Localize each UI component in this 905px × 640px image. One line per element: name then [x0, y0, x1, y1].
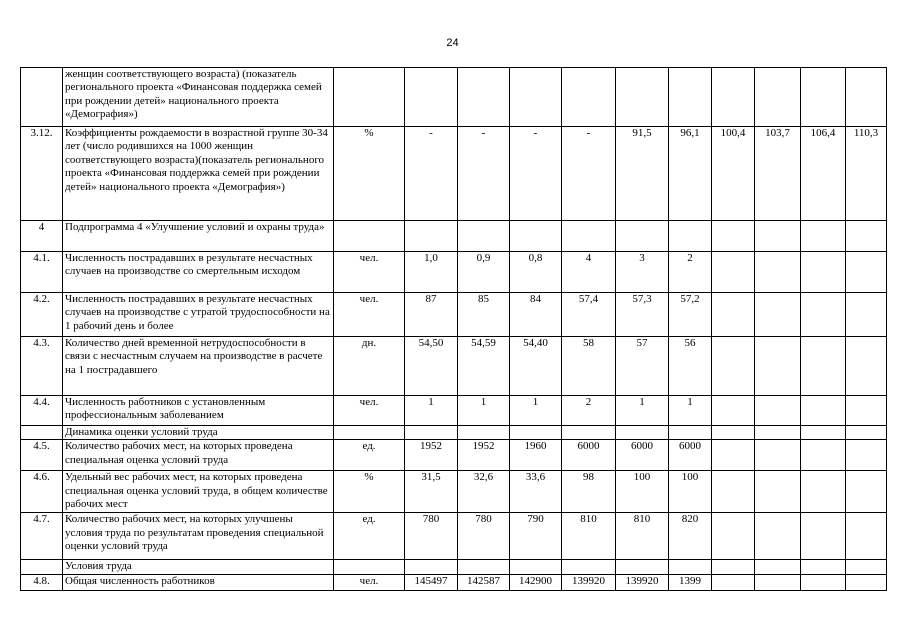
value-cell [458, 68, 510, 127]
value-cell: 57 [616, 337, 669, 396]
value-cell [846, 560, 887, 574]
value-cell: 2 [669, 252, 712, 293]
value-cell: 820 [669, 513, 712, 560]
value-cell [846, 440, 887, 471]
table-row [21, 221, 887, 252]
row-number: 4.3. [21, 337, 63, 396]
value-cell [755, 221, 801, 252]
unit-cell: дн. [334, 337, 405, 396]
value-cell [755, 396, 801, 426]
value-cell: 145497 [405, 574, 458, 590]
value-cell [712, 293, 755, 337]
value-cell [669, 560, 712, 574]
value-cell [846, 426, 887, 440]
unit-cell [334, 426, 405, 440]
value-cell: 142587 [458, 574, 510, 590]
value-cell: 98 [562, 471, 616, 513]
unit-cell [334, 221, 405, 252]
value-cell: 1952 [405, 440, 458, 471]
value-cell [846, 471, 887, 513]
row-number [21, 560, 63, 574]
value-cell: 0,9 [458, 252, 510, 293]
value-cell [846, 293, 887, 337]
value-cell [712, 471, 755, 513]
table-row [21, 426, 887, 440]
table-row [21, 293, 887, 337]
value-cell: 1 [405, 396, 458, 426]
table-row [21, 574, 887, 590]
value-cell: 32,6 [458, 471, 510, 513]
row-number: 4.2. [21, 293, 63, 337]
row-number: 4.4. [21, 396, 63, 426]
indicator-name: Количество рабочих мест, на которых проведена специальная оценка условий труда [63, 440, 334, 471]
value-cell [801, 471, 846, 513]
table-row [21, 127, 887, 221]
table-row [21, 337, 887, 396]
value-cell [405, 560, 458, 574]
table-row [21, 513, 887, 560]
row-number: 4.7. [21, 513, 63, 560]
value-cell: 4 [562, 252, 616, 293]
value-cell [458, 426, 510, 440]
value-cell [510, 560, 562, 574]
value-cell: 810 [562, 513, 616, 560]
indicator-name: Коэффициенты рождаемости в возрастной группе 30-34 лет (число родившихся на 1000 женщин соответствующего возраста)(показатель регионального проекта «Финансовая поддержка семей при рождении детей» национального проекта «Демография») [63, 127, 334, 221]
value-cell [801, 574, 846, 590]
indicators-table [20, 67, 887, 591]
value-cell [712, 337, 755, 396]
value-cell: 100,4 [712, 127, 755, 221]
indicator-name: Количество рабочих мест, на которых улучшены условия труда по результатам проведения специальной оценки условий труда [63, 513, 334, 560]
value-cell [755, 337, 801, 396]
value-cell: 54,50 [405, 337, 458, 396]
value-cell [562, 560, 616, 574]
value-cell: 1960 [510, 440, 562, 471]
value-cell [405, 221, 458, 252]
row-number: 4 [21, 221, 63, 252]
value-cell: 790 [510, 513, 562, 560]
value-cell [712, 574, 755, 590]
value-cell [801, 396, 846, 426]
value-cell: - [562, 127, 616, 221]
value-cell: 33,6 [510, 471, 562, 513]
indicator-name: Динамика оценки условий труда [63, 426, 334, 440]
value-cell: 57,3 [616, 293, 669, 337]
table-row [21, 252, 887, 293]
value-cell [755, 252, 801, 293]
row-number: 4.6. [21, 471, 63, 513]
value-cell [712, 560, 755, 574]
value-cell [405, 68, 458, 127]
value-cell: 142900 [510, 574, 562, 590]
value-cell [755, 293, 801, 337]
value-cell: 1 [510, 396, 562, 426]
indicator-name: Подпрограмма 4 «Улучшение условий и охраны труда» [63, 221, 334, 252]
row-number: 4.1. [21, 252, 63, 293]
value-cell [846, 513, 887, 560]
value-cell [616, 426, 669, 440]
value-cell: 139920 [616, 574, 669, 590]
value-cell [712, 513, 755, 560]
unit-cell: чел. [334, 252, 405, 293]
value-cell [712, 440, 755, 471]
unit-cell: ед. [334, 513, 405, 560]
value-cell [801, 252, 846, 293]
value-cell: - [510, 127, 562, 221]
indicator-name: Удельный вес рабочих мест, на которых проведена специальная оценка условий труда, в общем количестве рабочих мест [63, 471, 334, 513]
value-cell [755, 68, 801, 127]
row-number: 4.8. [21, 574, 63, 590]
value-cell [846, 68, 887, 127]
value-cell: 91,5 [616, 127, 669, 221]
value-cell: 85 [458, 293, 510, 337]
value-cell [801, 337, 846, 396]
value-cell [510, 68, 562, 127]
value-cell: 110,3 [846, 127, 887, 221]
value-cell [562, 68, 616, 127]
value-cell [755, 560, 801, 574]
value-cell [755, 574, 801, 590]
value-cell [616, 221, 669, 252]
value-cell [755, 440, 801, 471]
value-cell [712, 396, 755, 426]
value-cell: 84 [510, 293, 562, 337]
value-cell [846, 574, 887, 590]
row-number [21, 426, 63, 440]
indicator-name: женщин соответствующего возраста) (показатель регионального проекта «Финансовая поддержка семей при рождении детей» национального проекта «Демография») [63, 68, 334, 127]
value-cell [510, 426, 562, 440]
value-cell: 87 [405, 293, 458, 337]
table-body [21, 68, 887, 591]
value-cell: 139920 [562, 574, 616, 590]
table-row [21, 560, 887, 574]
value-cell: 100 [616, 471, 669, 513]
row-number: 3.12. [21, 127, 63, 221]
value-cell: 54,59 [458, 337, 510, 396]
value-cell: 3 [616, 252, 669, 293]
value-cell: 6000 [616, 440, 669, 471]
value-cell: 1,0 [405, 252, 458, 293]
table-row [21, 471, 887, 513]
value-cell [712, 426, 755, 440]
unit-cell [334, 68, 405, 127]
value-cell [801, 440, 846, 471]
unit-cell: ед. [334, 440, 405, 471]
table-row [21, 68, 887, 127]
value-cell [755, 513, 801, 560]
value-cell: 1952 [458, 440, 510, 471]
value-cell: 780 [458, 513, 510, 560]
value-cell: 58 [562, 337, 616, 396]
value-cell: 31,5 [405, 471, 458, 513]
value-cell: 1399 [669, 574, 712, 590]
value-cell [801, 293, 846, 337]
row-number [21, 68, 63, 127]
value-cell [755, 471, 801, 513]
value-cell: 56 [669, 337, 712, 396]
unit-cell: чел. [334, 396, 405, 426]
row-number: 4.5. [21, 440, 63, 471]
value-cell [801, 513, 846, 560]
value-cell: 780 [405, 513, 458, 560]
value-cell [616, 68, 669, 127]
value-cell: 96,1 [669, 127, 712, 221]
value-cell: 103,7 [755, 127, 801, 221]
value-cell [669, 68, 712, 127]
value-cell [669, 426, 712, 440]
indicator-name: Количество дней временной нетрудоспособности в связи с несчастным случаем на производстве в расчете на 1 пострадавшего [63, 337, 334, 396]
value-cell: 57,4 [562, 293, 616, 337]
value-cell: 1 [458, 396, 510, 426]
value-cell [801, 426, 846, 440]
value-cell: 54,40 [510, 337, 562, 396]
value-cell [458, 221, 510, 252]
unit-cell: чел. [334, 293, 405, 337]
value-cell [562, 221, 616, 252]
unit-cell: % [334, 127, 405, 221]
value-cell: - [405, 127, 458, 221]
value-cell: 57,2 [669, 293, 712, 337]
value-cell: 6000 [669, 440, 712, 471]
value-cell [712, 252, 755, 293]
value-cell: 810 [616, 513, 669, 560]
value-cell [846, 221, 887, 252]
value-cell [510, 221, 562, 252]
indicator-name: Численность пострадавших в результате несчастных случаев на производстве со смертельным исходом [63, 252, 334, 293]
page-number: 24 [446, 37, 459, 49]
indicator-name: Численность пострадавших в результате несчастных случаев на производстве с утратой трудоспособности на 1 рабочий день и более [63, 293, 334, 337]
value-cell [458, 560, 510, 574]
value-cell [669, 221, 712, 252]
indicator-name: Условия труда [63, 560, 334, 574]
value-cell: 106,4 [801, 127, 846, 221]
value-cell: 100 [669, 471, 712, 513]
value-cell [801, 221, 846, 252]
indicator-name: Общая численность работников [63, 574, 334, 590]
value-cell [801, 68, 846, 127]
value-cell [405, 426, 458, 440]
table-row [21, 440, 887, 471]
value-cell: 1 [669, 396, 712, 426]
unit-cell: чел. [334, 574, 405, 590]
value-cell [755, 426, 801, 440]
indicator-name: Численность работников с установленным профессиональным заболеванием [63, 396, 334, 426]
value-cell [712, 221, 755, 252]
value-cell: 1 [616, 396, 669, 426]
value-cell: 0,8 [510, 252, 562, 293]
unit-cell [334, 560, 405, 574]
table-row [21, 396, 887, 426]
value-cell [846, 337, 887, 396]
value-cell [801, 560, 846, 574]
value-cell [562, 426, 616, 440]
value-cell: 6000 [562, 440, 616, 471]
unit-cell: % [334, 471, 405, 513]
value-cell: - [458, 127, 510, 221]
value-cell [616, 560, 669, 574]
value-cell: 2 [562, 396, 616, 426]
value-cell [846, 252, 887, 293]
value-cell [712, 68, 755, 127]
value-cell [846, 396, 887, 426]
